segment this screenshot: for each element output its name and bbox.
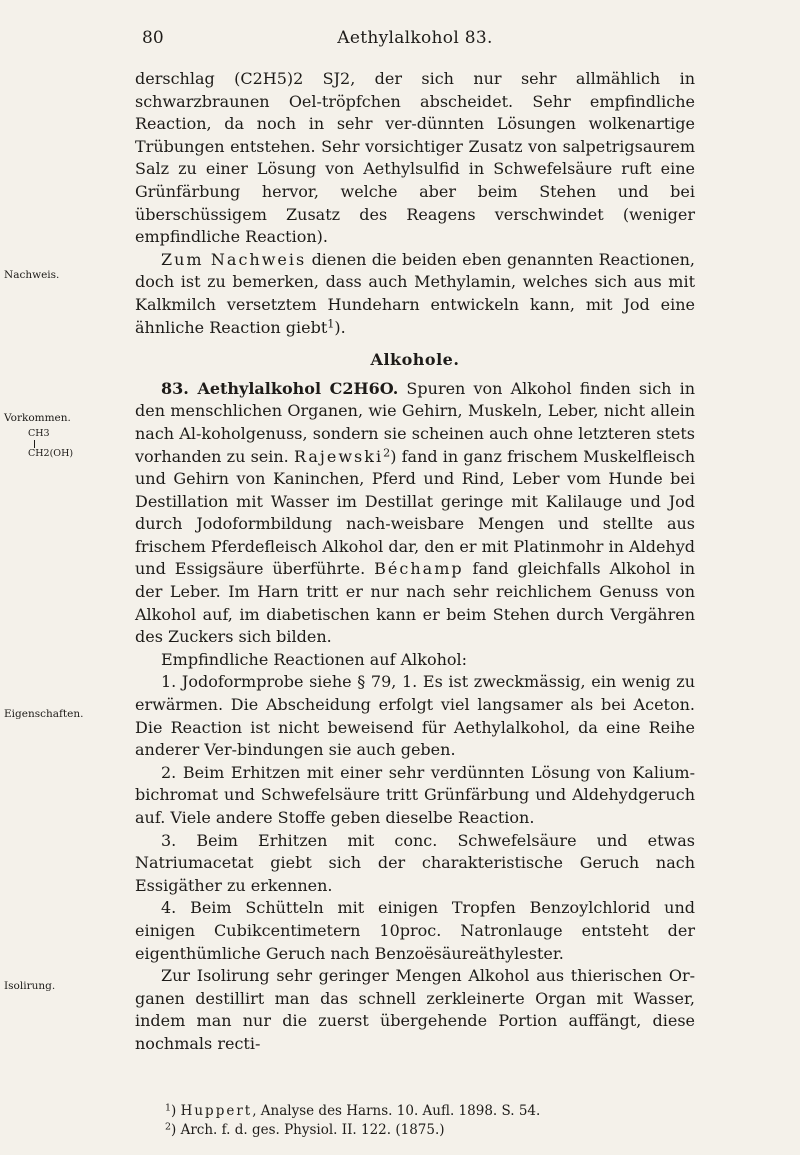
list-item-essigaether: 3. Beim Erhitzen mit conc. Schwefelsäure und etwas Natriumacetat giebt sich der charakteristische Geruch nach Essigäther zu erkennen. [135,830,695,895]
nachweis-lead: Zum Nachweis [161,249,307,269]
paragraph-aethylalkohol: 83. Aethylalkohol C2H6O. Spuren von Alkohol finden sich in den menschlichen Organen, wie Gehirn, Muskeln, Leber, nicht allein nach Al-koholgenuss, sondern sie scheinen auch ohne letzteren stets vorhanden zu sein. Rajewski$^2$) fand in ganz frischem Muskelfleisch und Gehirn von Kaninchen, Pferd und Rind, Leber vom Hunde bei Destillation mit Wasser im Destillat geringe mit Kalilauge und Jod durch Jodoformbildung nach-weisbare Mengen und stellte aus frischem Pferdefleisch Alkohol dar, den er mit Platinmohr in Aldehyd und Essigsäure überführte. Béchamp fand gleichfalls Alkohol in der Leber. Im Harn tritt er nur nach sehr reichlichem Genuss von Alkohol auf, im diabetischen kann er beim Stehen durch Vergähren des Zuckers sich bilden. [135,378,695,647]
author-huppert: Huppert [180,1103,253,1119]
footnote-ref-2: 2 [383,445,391,459]
footnote-ref-1: 1 [327,316,335,330]
paragraph-reactionen: Empfindliche Reactionen auf Alkohol: [161,649,468,669]
paragraph-nachweis: Zum Nachweis dienen die beiden eben genannten Reactionen, doch ist zu bemerken, dass auch Methylamin, welches sich aus mit Kalkmilch versetztem Hundeharn entwickeln kann, mit Jod eine ähnliche Reaction giebt$^1$). [135,249,695,337]
running-title: Aethylalkohol 83. [337,28,493,48]
list-item-kaliumbichromat: 2. Beim Erhitzen mit einer sehr verdünnten Lösung von Kalium-bichromat und Schwefelsäure tritt Grünfärbung und Aldehydgeruch auf. Viele andere Stoffe geben dieselbe Reaction. [135,762,695,827]
section-title-aethylalkohol: 83. Aethylalkohol C2H6O. [161,378,399,398]
author-bechamp: Béchamp [374,559,464,579]
page-header [135,28,695,52]
formula-bond [34,440,35,448]
footnotes [165,1102,705,1140]
formula-ch3: CH3 [28,428,50,439]
author-rajewski: Rajewski [293,446,384,466]
ethanol-structural-formula [28,429,73,459]
margin-note-vorkommen: Vorkommen. [4,412,71,424]
body-text [135,68,695,1056]
margin-note-eigenschaften: Eigenschaften. [4,708,84,720]
paragraph-isolirung: Zur Isolirung sehr geringer Mengen Alkohol aus thierischen Or-ganen destillirt man das schnell zerkleinerte Organ mit Wasser, indem man nur die zuerst übergehende Portion auffängt, diese nochmals recti- [135,966,695,1053]
footnote-1: $^1$) Huppert, Analyse des Harns. 10. Aufl. 1898. S. 54. [165,1102,541,1119]
formula-ch2oh: CH2(OH) [28,448,74,459]
margin-note-isolirung: Isolirung. [4,980,56,992]
margin-note-nachweis: Nachweis. [4,269,60,281]
paragraph-schwefelaethyl: derschlag (C2H5)2 SJ2, der sich nur sehr allmählich in schwarzbraunen Oel-tröpfchen abscheidet. Sehr empfindliche Reaction, da noch in sehr ver-dünnten Lösungen wolkenartige Trübungen entstehen. Sehr vorsichtiger Zusatz von salpetrigsaurem Salz zu einer Lösung von Aethylsulfid in Schwefelsäure ruft eine Grünfärbung hervor, welche aber beim Stehen und bei überschüssigem Zusatz des Reagens verschwindet (weniger empfindliche Reaction). [135,69,695,247]
list-item-jodoformprobe: 1. Jodoformprobe siehe § 79, 1. Es ist zweckmässig, ein wenig zu erwärmen. Die Abscheidung erfolgt viel langsamer als bei Aceton. Die Reaction ist nicht beweisend für Aethylalkohol, da eine Reihe anderer Ver-bindungen sie auch geben. [135,672,695,760]
list-item-benzoylchlorid: 4. Beim Schütteln mit einigen Tropfen Benzoylchlorid und einigen Cubikcentimetern 10proc. Natronlauge entsteht der eigenthümliche Geruch nach Benzoësäureäthylester. [135,898,695,963]
page-number: 80 [142,28,164,48]
footnote-2: $^2$) Arch. f. d. ges. Physiol. II. 122. (1875.) [165,1121,445,1138]
section-heading: Alkohole. [370,350,460,370]
